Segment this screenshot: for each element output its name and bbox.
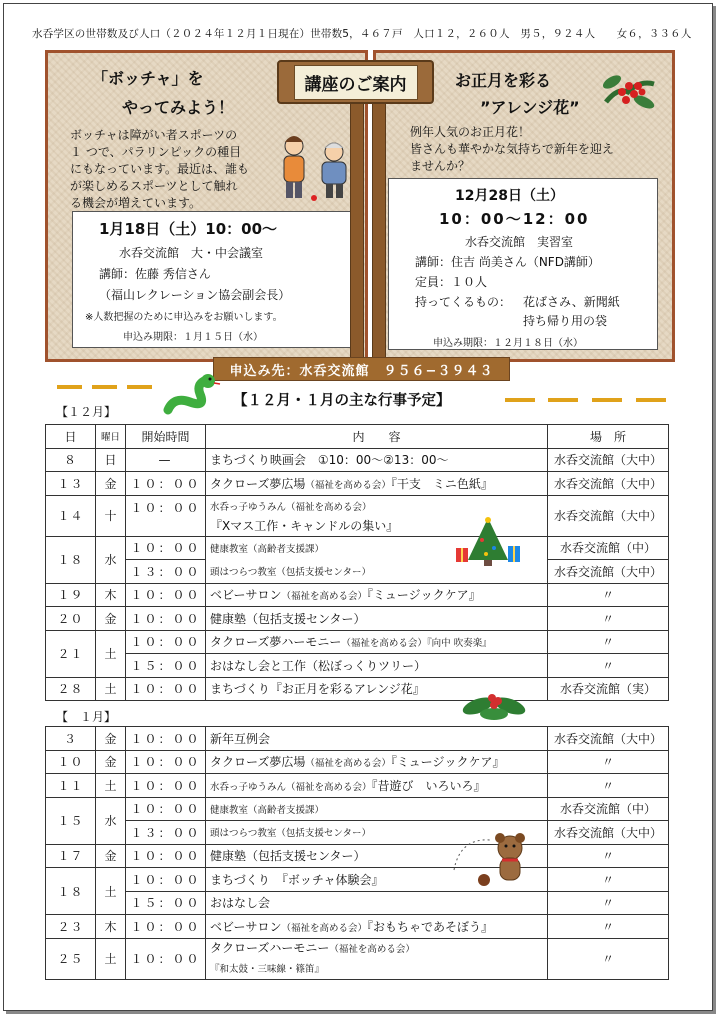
col-time: 開始時間: [126, 425, 206, 449]
table-row: １５：００ おはなし会と工作（松ぼっくりツリー） 〃: [46, 654, 669, 678]
boccia-instructor: 講師：佐藤 秀信さん: [99, 267, 211, 281]
flower-date: 12月28日（土）: [455, 188, 564, 204]
boccia-date: 1月18日（土）10：00～: [99, 220, 278, 238]
flower-instructor: 講師：住吉 尚美さん（NFD講師）: [415, 255, 600, 269]
christmas-tree-icon: [452, 516, 524, 568]
flower-venue: 水呑交流館 実習室: [465, 235, 574, 249]
table-row: ２５ 土 １０：００ タクローズハーモニー（福祉を高める会） 『和太鼓・三味線・篠笛』 〃: [46, 938, 669, 979]
boccia-venue: 水呑交流館 大・中会議室: [119, 246, 264, 260]
flower-deadline: 申込み期限：１２月１８日（水）: [433, 338, 583, 349]
boccia-description: ボッチャは障がい者スポーツの １ つで、パラリンピックの種目 にもなっています。最近は、誰も が楽しめるスポーツとして触れ る機会が増えています。: [70, 128, 250, 210]
snake-icon: [160, 372, 226, 418]
month-label-december: 【１２月】: [56, 405, 117, 419]
flower-title-1: お正月を彩る: [455, 71, 552, 90]
flower-bring-2: 持ち帰り用の袋: [523, 314, 608, 328]
december-schedule-table: [45, 424, 669, 701]
table-row: ３ 金 １０：００ 新年互例会 水呑交流館（大中）: [46, 727, 669, 751]
table-row: １５：００ おはなし会 〃: [46, 891, 669, 915]
table-row: １７ 金 １０：００ 健康塾（包括支援センター） 〃: [46, 844, 669, 868]
divider-dash: [592, 398, 622, 402]
flower-time: 10：00～12：00: [439, 210, 590, 228]
table-row: ２０ 金 １０：００ 健康塾（包括支援センター） 〃: [46, 607, 669, 631]
col-content: 内 容: [206, 425, 548, 449]
holly-icon: [460, 684, 530, 726]
boccia-note: ※人数把握のために申込みをお願いします。: [85, 312, 283, 323]
apply-contact-bar: 申込み先：水呑交流館 ９５６−３９４３: [213, 357, 510, 381]
flower-bring-label: 持ってくるもの：: [415, 295, 512, 309]
boccia-deadline: 申込み期限：１月１５日（水）: [123, 332, 263, 343]
course-sign: [277, 60, 434, 104]
flower-capacity: 定員：１０人: [415, 275, 488, 289]
flower-description: 例年人気のお正月花！ 皆さんも華やかな気持ちで新年を迎え ませんか？: [410, 125, 614, 173]
boccia-details-box: [72, 211, 351, 348]
flower-details-box: [388, 178, 658, 350]
boccia-affiliation: （福山レクレーション協会副会長）: [99, 288, 291, 302]
col-day: 日: [46, 425, 96, 449]
boccia-title-1: 「ボッチャ」を: [92, 69, 204, 88]
population-stats: 水呑学区の世帯数及び人口（２０２４年１２月１日現在）世帯数5，４６７戸 人口１２，２６０人 男５，９２４人 女６，３３６人: [32, 28, 692, 40]
table-row: １４ 十 １０：００ 水呑っ子ゆうみん（福祉を高める会） 『Xマス工作・キャンドルの集い』 水呑交流館（大中）: [46, 495, 669, 536]
boccia-title-2: やってみよう！: [122, 98, 235, 117]
table-row: １１ 土 １０：００ 水呑っ子ゆうみん（福祉を高める会）『昔遊び いろいろ』 〃: [46, 774, 669, 798]
table-row: １８ 水 １０：００ 健康教室（高齢者支援課） 水呑交流館（中）: [46, 536, 669, 560]
schedule-title: 【１２月・１月の主な行事予定】: [233, 393, 451, 409]
table-row: ２１ 土 １０：００ タクローズ夢ハーモニー（福祉を高める会）『向中 吹奏楽』 〃: [46, 630, 669, 654]
table-row: １５ 水 １０：００ 健康教室（高齢者支援課） 水呑交流館（中）: [46, 797, 669, 821]
divider-dash: [505, 398, 535, 402]
table-header: [46, 425, 669, 449]
divider-dash: [548, 398, 578, 402]
sign-post-left: [350, 100, 364, 364]
month-label-january: 【 １月】: [56, 710, 117, 724]
january-schedule-table: [45, 726, 669, 980]
table-row: １３ 金 １０：００ タクローズ夢広場（福祉を高める会）『干支 ミニ色紙』 水呑交流館（大中）: [46, 472, 669, 496]
berry-icon: [598, 62, 660, 120]
flower-bring-1: 花ばさみ、新聞紙: [523, 295, 620, 309]
table-row: １３：００ 頭はつらつ教室（包括支援センター） 水呑交流館（大中）: [46, 821, 669, 845]
col-weekday: 曜日: [96, 425, 126, 449]
divider-dash: [92, 385, 117, 389]
table-row: １０ 金 １０：００ タクローズ夢広場（福祉を高める会）『ミュージックケア』 〃: [46, 750, 669, 774]
col-place: 場 所: [548, 425, 669, 449]
sign-post-right: [372, 100, 386, 364]
table-row: ２８ 土 １０：００ まちづくり『お正月を彩るアレンジ花』 水呑交流館（実）: [46, 677, 669, 701]
table-row: ８ 日 — まちづくり映画会 ①10：00～②13：00～ 水呑交流館（大中）: [46, 448, 669, 472]
table-row: １８ 土 １０：００ まちづくり 『ボッチャ体験会』 〃: [46, 868, 669, 892]
course-sign-label: 講座のご案内: [294, 65, 418, 100]
divider-dash: [636, 398, 666, 402]
divider-dash: [57, 385, 82, 389]
table-row: １３：００ 頭はつらつ教室（包括支援センター） 水呑交流館（大中）: [46, 560, 669, 584]
table-row: ２３ 木 １０：００ ベビーサロン（福祉を高める会）『おもちゃであそぼう』 〃: [46, 915, 669, 939]
divider-dash: [127, 385, 152, 389]
flower-title-2: ”アレンジ花”: [480, 98, 580, 117]
table-row: １９ 木 １０：００ ベビーサロン（福祉を高める会）『ミュージックケア』 〃: [46, 583, 669, 607]
dog-icon: [450, 830, 530, 890]
